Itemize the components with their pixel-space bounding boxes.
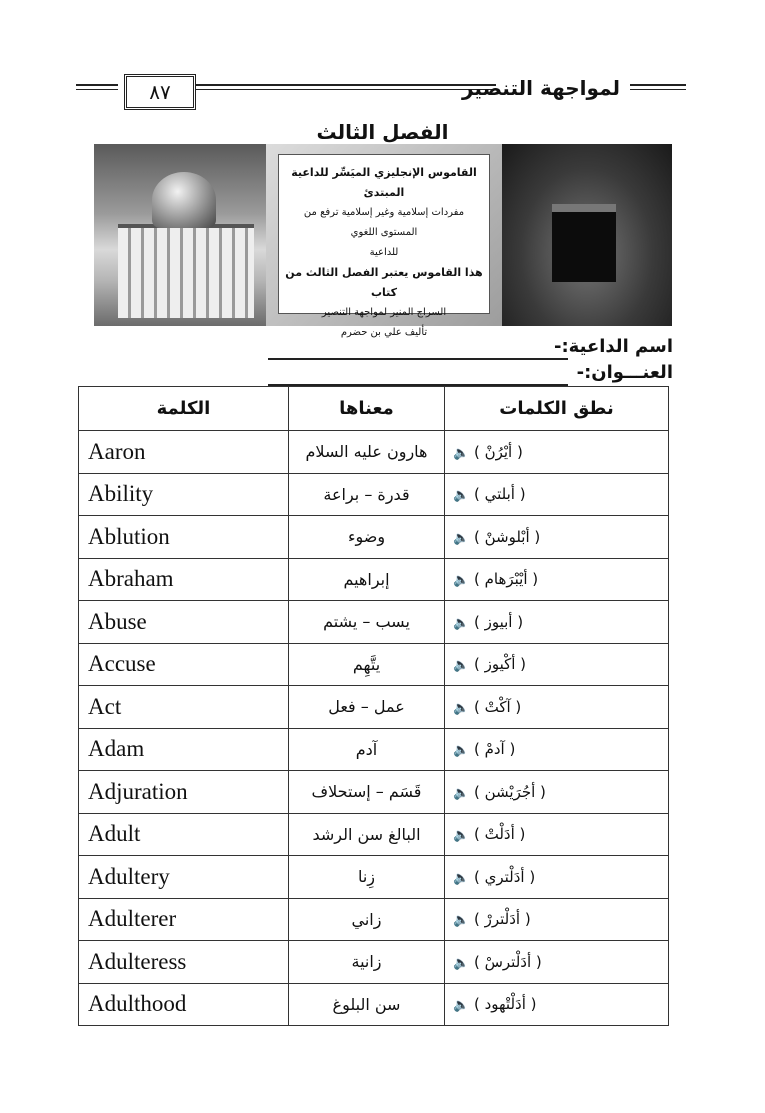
speaker-icon[interactable]: 🔈 <box>453 573 470 589</box>
pronunciation-text: ( آدمْ ) <box>473 740 516 759</box>
pronunciation-text: ( أبيوز ) <box>473 612 524 631</box>
speaker-icon[interactable]: 🔈 <box>453 913 470 929</box>
table-row <box>79 898 669 941</box>
pronunciation-cell <box>445 686 669 729</box>
pronunciation-text: ( أكْيوز ) <box>473 655 527 674</box>
speaker-icon[interactable]: 🔈 <box>453 743 470 759</box>
pronunciation-cell <box>445 771 669 814</box>
dome-of-the-rock-image <box>94 144 270 326</box>
kaaba-image <box>502 144 672 326</box>
table-row <box>79 856 669 899</box>
word-cell: Adam <box>79 728 289 771</box>
meaning-cell: قَسَم – إستحلاف <box>289 771 445 814</box>
pronunciation-cell <box>445 473 669 516</box>
title-banner <box>94 144 672 338</box>
meaning-cell: عمل – فعل <box>289 686 445 729</box>
meaning-cell: البالغ سن الرشد <box>289 813 445 856</box>
name-line[interactable] <box>268 358 568 360</box>
meaning-cell: زِنا <box>289 856 445 899</box>
table-row <box>79 813 669 856</box>
page-header <box>76 70 686 114</box>
word-cell: Adultery <box>79 856 289 899</box>
pronunciation-text: ( أدَلْتْ ) <box>473 825 526 844</box>
building-shape <box>118 224 254 318</box>
meaning-cell: سن البلوغ <box>289 983 445 1026</box>
pronunciation-text: ( آكْتْ ) <box>473 697 522 716</box>
table-row <box>79 431 669 474</box>
table-row <box>79 686 669 729</box>
word-cell: Ability <box>79 473 289 516</box>
meaning-cell: هارون عليه السلام <box>289 431 445 474</box>
banner-line: هذا القاموس يعتبر الفصل الثالث من كتاب <box>285 266 483 299</box>
pronunciation-text: ( أدَلْتْهود ) <box>473 995 537 1014</box>
speaker-icon[interactable]: 🔈 <box>453 445 470 461</box>
pronunciation-cell <box>445 856 669 899</box>
speaker-icon[interactable]: 🔈 <box>453 488 470 504</box>
table-row <box>79 643 669 686</box>
word-cell: Abuse <box>79 601 289 644</box>
banner-frame <box>266 144 502 338</box>
table-row <box>79 601 669 644</box>
pronunciation-cell <box>445 941 669 984</box>
speaker-icon[interactable]: 🔈 <box>453 955 470 971</box>
table-row <box>79 941 669 984</box>
word-cell: Adult <box>79 813 289 856</box>
word-cell: Aaron <box>79 431 289 474</box>
speaker-icon[interactable]: 🔈 <box>453 658 470 674</box>
pronunciation-text: ( أدَلْتري ) <box>473 867 536 886</box>
meaning-cell: زانية <box>289 941 445 984</box>
pronunciation-text: ( أدَلْترسْ ) <box>473 952 542 971</box>
header-meaning: معناها <box>289 387 445 431</box>
address-label: العنـــوان:- <box>576 362 673 383</box>
header-rule-left <box>76 84 118 90</box>
meaning-cell: يسب – يشتم <box>289 601 445 644</box>
kaaba-shape <box>552 204 616 282</box>
word-cell: Adulteress <box>79 941 289 984</box>
speaker-icon[interactable]: 🔈 <box>453 700 470 716</box>
dome-shape <box>152 172 216 228</box>
chapter-title: الفصل الثالث <box>316 120 449 144</box>
header-title: لمواجهة التنصير <box>461 76 620 100</box>
header-rule-right <box>630 84 686 90</box>
page-number: ٨٧ <box>124 74 196 110</box>
header-rule-middle <box>196 84 496 90</box>
speaker-icon[interactable]: 🔈 <box>453 785 470 801</box>
meaning-cell: زاني <box>289 898 445 941</box>
pronunciation-text: ( أيْبْرَهام ) <box>473 570 539 589</box>
table-row <box>79 771 669 814</box>
meaning-cell: وضوء <box>289 516 445 559</box>
speaker-icon[interactable]: 🔈 <box>453 998 470 1014</box>
word-cell: Ablution <box>79 516 289 559</box>
table-row <box>79 473 669 516</box>
table-header-row <box>79 387 669 431</box>
pronunciation-cell <box>445 643 669 686</box>
word-cell: Adjuration <box>79 771 289 814</box>
pronunciation-cell <box>445 983 669 1026</box>
pronunciation-cell <box>445 813 669 856</box>
pronunciation-text: ( أدَلْتررْ ) <box>473 910 531 929</box>
pronunciation-cell <box>445 601 669 644</box>
banner-line: السراج المنير لمواجهة التنصير <box>321 307 447 318</box>
pronunciation-cell <box>445 558 669 601</box>
meaning-cell: قدرة – براعة <box>289 473 445 516</box>
table-row <box>79 558 669 601</box>
speaker-icon[interactable]: 🔈 <box>453 828 470 844</box>
pronunciation-cell <box>445 728 669 771</box>
pronunciation-text: ( أبْلوشنْ ) <box>473 527 541 546</box>
header-word: الكلمة <box>79 387 289 431</box>
pronunciation-cell <box>445 431 669 474</box>
banner-line: للداعية <box>369 247 399 258</box>
word-cell: Adulthood <box>79 983 289 1026</box>
address-field[interactable] <box>268 362 673 388</box>
meaning-cell: يتَّهِم <box>289 643 445 686</box>
pronunciation-text: ( أيْرُنْ ) <box>473 442 523 461</box>
pronunciation-text: ( أبلتي ) <box>473 485 526 504</box>
pronunciation-text: ( أجُرَيْشن ) <box>473 782 546 801</box>
speaker-icon[interactable]: 🔈 <box>453 530 470 546</box>
banner-line: القاموس الإنجليزي الميَسِّر للداعية المبتدئ <box>291 166 477 199</box>
table-row <box>79 983 669 1026</box>
banner-text <box>278 154 490 338</box>
name-label: اسم الداعية:- <box>554 336 673 357</box>
pronunciation-cell <box>445 898 669 941</box>
vocabulary-table <box>78 386 669 1026</box>
banner-line: تأليف علي بن حضرم <box>340 327 428 338</box>
meaning-cell: إبراهيم <box>289 558 445 601</box>
speaker-icon[interactable]: 🔈 <box>453 615 470 631</box>
name-field[interactable] <box>268 336 673 362</box>
banner-line: مفردات إسلامية وغير إسلامية ترفع من المستوى اللغوي <box>303 207 465 238</box>
word-cell: Adulterer <box>79 898 289 941</box>
pronunciation-cell <box>445 516 669 559</box>
table-row <box>79 516 669 559</box>
speaker-icon[interactable]: 🔈 <box>453 870 470 886</box>
header-pronunciation: نطق الكلمات <box>445 387 669 431</box>
meaning-cell: آدم <box>289 728 445 771</box>
table-row <box>79 728 669 771</box>
word-cell: Accuse <box>79 643 289 686</box>
word-cell: Abraham <box>79 558 289 601</box>
word-cell: Act <box>79 686 289 729</box>
